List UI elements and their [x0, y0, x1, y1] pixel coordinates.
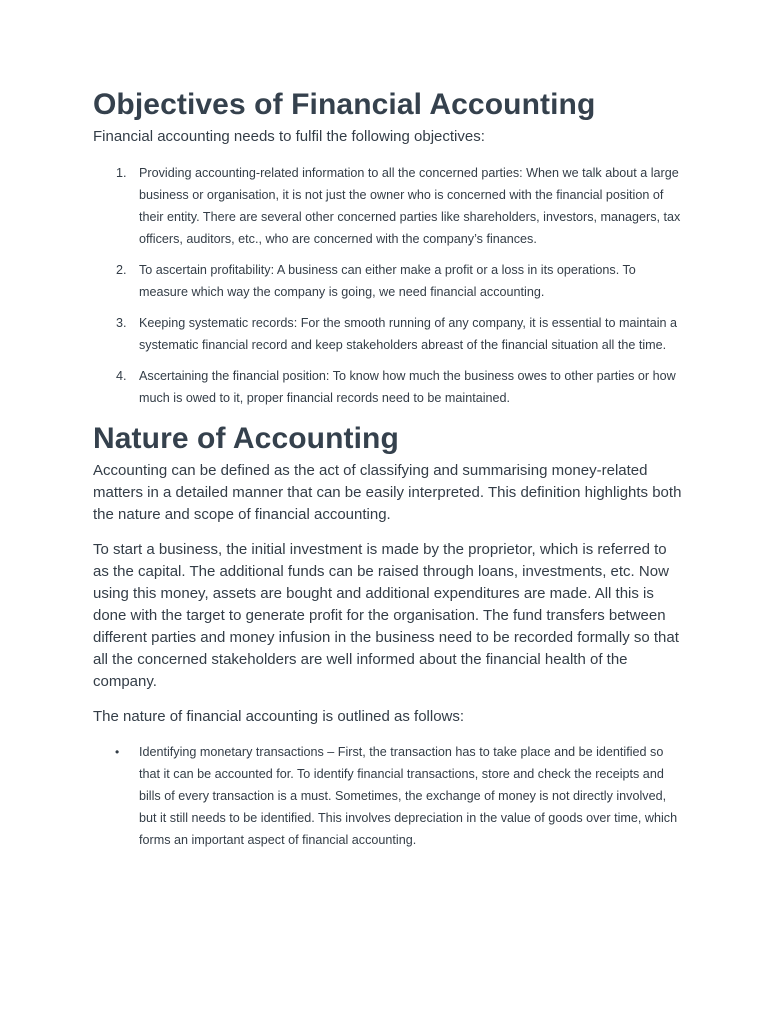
objectives-intro: Financial accounting needs to fulfil the following objectives: [93, 128, 485, 145]
objective-item-3: Keeping systematic records: For the smooth running of any company, it is essential to maintain a systematic financial record and keep stakeholders abreast of the financial situation all the time. [139, 316, 678, 352]
nature-heading: Nature of Accounting [93, 422, 399, 455]
bullet-icon: • [115, 745, 120, 759]
nature-outline-intro: The nature of financial accounting is outlined as follows: [93, 708, 465, 725]
objective-item-4: Ascertaining the financial position: To know how much the business owes to other parties or how much is owed to it, proper financial records need to be maintained. [139, 369, 676, 405]
nature-capital-paragraph: To start a business, the initial investment is made by the proprietor, which is referred to as the capital. The additional funds can be raised through loans, investments, etc. Now using this money, assets are bought and additional expenditures are made. All this is done with the target to generate profit for the organisation. The fund transfers between different parties and money infusion in the business need to be recorded formally so that all the concerned stakeholders are well informed about the financial health of the company. [93, 541, 679, 690]
nature-list [93, 741, 683, 851]
objective-item-1: Providing accounting-related information to all the concerned parties: When we talk about a large business or organisation, it is not just the owner who is concerned with the financial position of their entity. There are several other concerned parties like shareholders, investors, managers, tax officers, auditors, etc., who are concerned with the company’s finances. [139, 166, 681, 246]
nature-list-item-text: Identifying monetary transactions – First, the transaction has to take place and be identified so that it can be accounted for. To identify financial transactions, store and check the receipts and bills of every transaction is a must. Sometimes, the exchange of money is not directly involved, but it still needs to be identified. This involves depreciation in the value of goods over time, which forms an important aspect of financial accounting. [139, 745, 678, 847]
objectives-heading: Objectives of Financial Accounting [93, 88, 596, 121]
objective-item-2: To ascertain profitability: A business can either make a profit or a loss in its operations. To measure which way the company is going, we need financial accounting. [139, 263, 636, 299]
nature-list-item [115, 741, 683, 851]
document-page [93, 84, 683, 851]
objectives-list [93, 162, 683, 409]
nature-definition-paragraph: Accounting can be defined as the act of classifying and summarising money-related matters in a detailed manner that can be easily interpreted. This definition highlights both the nature and scope of financial accounting. [93, 462, 682, 523]
